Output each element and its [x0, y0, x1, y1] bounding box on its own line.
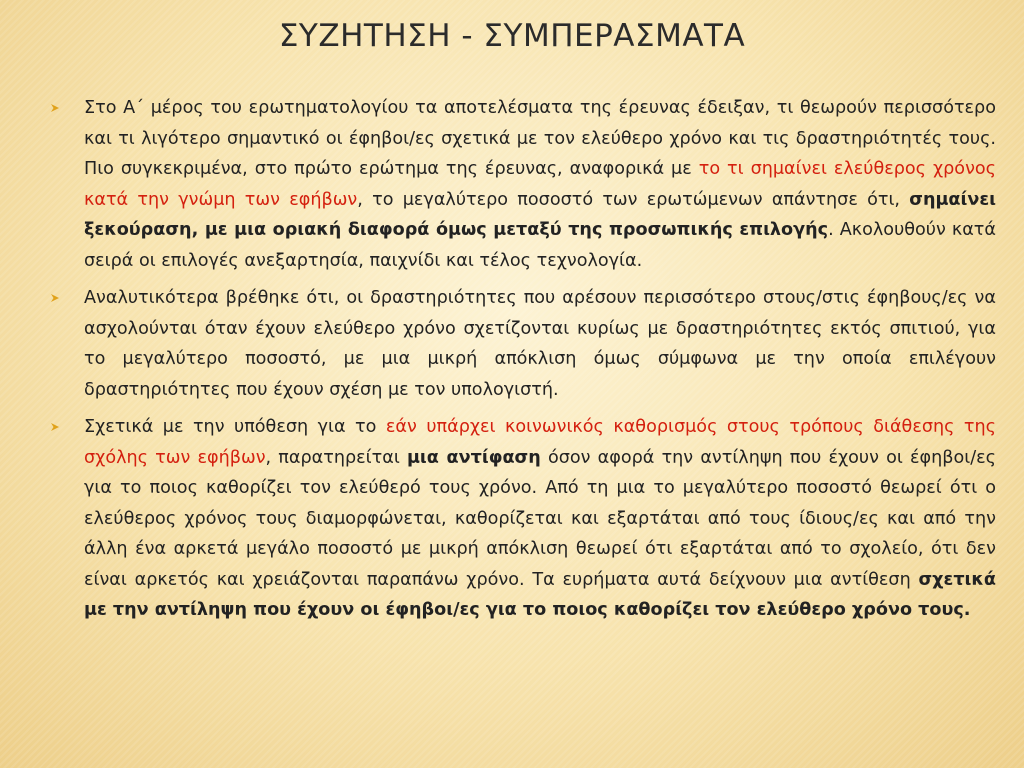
bullet-item-2	[48, 283, 996, 405]
bullet-3-text-3: όσον αφορά την αντίληψη που έχουν οι έφηβοι/ες για το ποιος καθορίζει τον ελεύθερό τους χρόνο. Από τη μια το μεγαλύτερο ποσοστό θεωρεί ότι ο ελεύθερος χρόνος τους διαμορφώνεται, καθορίζεται και εξαρτάται από τους ίδιους/ες και από την άλλη ένα αρκετά μεγάλο ποσοστό με μικρή απόκλιση θεωρεί ότι εξαρτάται από το σχολείο, ότι δεν είναι αρκετός και χρειάζονται παραπάνω χρόνο. Τα ευρήματα αυτά δείχνουν μια αντίθεση	[84, 447, 996, 590]
bullet-item-1	[48, 93, 996, 276]
bullet-list	[48, 93, 996, 633]
bullet-item-3	[48, 412, 996, 626]
bullet-3-text-2: , παρατηρείται	[265, 447, 407, 468]
bullet-3-bold-2: σχετικά με την αντίληψη που έχουν οι έφηβοι/ες για το ποιος καθορίζει τον ελεύθερο χρόνο τους.	[84, 569, 996, 620]
bullet-3-text-1: Σχετικά με την υπόθεση για το	[84, 417, 386, 437]
bullet-3-highlight: εάν υπάρχει κοινωνικός καθορισμός στους τρόπους διάθεσης της σχόλης των εφήβων	[84, 417, 997, 468]
arrow-bullet-icon	[48, 412, 62, 442]
arrow-bullet-icon	[48, 283, 62, 313]
bullet-1-text-3: . Ακολουθούν κατά σειρά οι επιλογές ανεξαρτησία, παιχνίδι και τέλος τεχνολογία.	[84, 220, 996, 271]
slide-title: ΣΥΖΗΤΗΣΗ - ΣΥΜΠΕΡΑΣΜΑΤΑ	[278, 18, 746, 54]
bullet-1-text-2: , το μεγαλύτερο ποσοστό των ερωτώμενων απάντησε ότι,	[357, 189, 910, 210]
bullet-1-text-1: Στο Α΄ μέρος του ερωτηματολογίου τα αποτελέσματα της έρευνας έδειξαν, τι θεωρούν περισσότερο και τι λιγότερο σημαντικό οι έφηβοι/ες σχετικά με τον ελεύθερο χρόνο και τις δραστηριότητές τους. Πιο συγκεκριμένα, στο πρώτο ερώτημα της έρευνας, αναφορικά με	[84, 98, 996, 179]
bullet-3-bold-1: μια αντίφαση	[406, 447, 541, 468]
bullet-1-bold: σημαίνει ξεκούραση, με μια οριακή διαφορά όμως μεταξύ της προσωπικής επιλογής	[84, 189, 996, 240]
bullet-2-text: Αναλυτικότερα βρέθηκε ότι, οι δραστηριότητες που αρέσουν περισσότερο στους/στις έφηβους/ες να ασχολούνται όταν έχουν ελεύθερο χρόνο σχετίζονται κυρίως με δραστηριότητες εκτός σπιτιού, για το μεγαλύτερο ποσοστό, με μια μικρή απόκλιση όμως σύμφωνα με την οποία επιλέγουν δραστηριότητες που έχουν σχέση με τον υπολογιστή.	[84, 288, 996, 400]
bullet-1-highlight: το τι σημαίνει ελεύθερος χρόνος κατά την γνώμη των εφήβων	[84, 159, 996, 210]
arrow-bullet-icon	[48, 93, 62, 123]
